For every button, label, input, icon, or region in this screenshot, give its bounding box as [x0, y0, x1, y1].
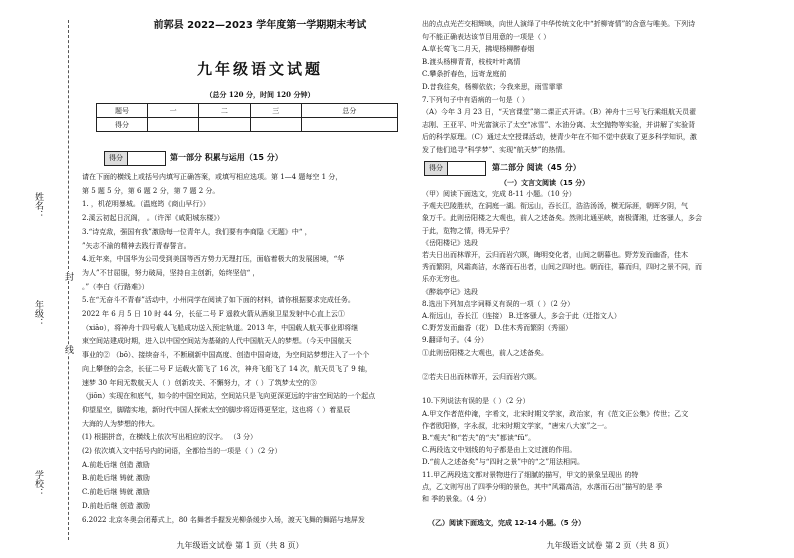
score-box-blank[interactable] — [448, 162, 485, 175]
text-line: 1. ，机花明暴城。（温庭筠《商山早行》） — [82, 200, 210, 209]
text-line: 10.下列说法有误的是（ ）（2 分） — [422, 397, 530, 406]
text-line: 于此，览物之情，得无异乎？ — [422, 226, 513, 235]
text-line: C.前赴后继 铸就 激励 — [82, 488, 150, 497]
text-line: 予观夫巴陵胜状，在洞庭一湖。衔远山，吞长江，浩浩汤汤，横无际涯，朝晖夕阴，气 — [422, 202, 688, 211]
part1-score-box — [104, 151, 166, 166]
text-line: 向上攀登的会念，长征二号 F 运载火箭飞了 16 次，神舟飞船飞了 14 次，航天员飞了 9 轴， — [82, 364, 372, 373]
part2-score-box — [424, 161, 486, 176]
right-column-text-a — [422, 20, 788, 154]
text-line: (2) 依次填入文中括号内的词语，全都恰当的一项是（ ）（2 分） — [82, 447, 282, 455]
text-line: ①此则岳阳楼之大观也，前人之述备矣。 — [422, 348, 548, 357]
class-label: 年级： — [33, 300, 43, 327]
text-line: A.前赴后继 创造 激励 — [82, 460, 150, 469]
text-line: A.甲文作者范仲淹，字希文，北宋时期文学家，政治家，有《范文正公集》传世；乙文 — [422, 409, 689, 418]
text-line: （jiōn）实现在和底气，如今的中国空间站，空间站只是飞向更深更远的宇宙空间站的一个起点 — [82, 392, 376, 401]
text-line: 志刚、王亚平、叶光富演示了太空“冰雪”、水油分离、太空抛物等实验，并讲解了实验背 — [422, 120, 696, 129]
score-box-blank[interactable] — [128, 152, 165, 165]
text-line: 乐亦无穷也。 — [422, 275, 464, 284]
text-line: A.衔远山，吞长江（连接） B.迁客骚人，多会于此（迁指文人） — [422, 312, 621, 320]
score-box-label: 得分 — [105, 152, 128, 165]
text-line: （甲）阅读下面选文，完成 8-11 小题。（10 分） — [422, 190, 576, 198]
text-line: （xiāo），将神舟十四号载人飞船成功送入预定轨道。2013 年，中国载人航天事业即将继 — [82, 323, 359, 332]
text-line: 若夫日出而林霏开，云归而岩穴暝，晦明变化者，山间之朝暮也。野芳发而幽香，佳木 — [422, 251, 688, 259]
paper-title: 九年级语文试题 — [196, 60, 323, 78]
text-line: B.渡头杨柳青青，枝枝叶叶离情 — [422, 57, 521, 66]
score-box-label: 得分 — [425, 162, 448, 175]
score-table-header: 一 — [148, 104, 199, 118]
text-line: 速梦 30 年间无数航天人（ ）创新攻关、不懈努力，才（ ）了筑梦太空的③ — [82, 378, 317, 387]
right-column-text-b — [422, 190, 788, 514]
text-line: 事业的② （bō）、接续奋斗，不断刷新中国高度、创造中国奇迹，为空间站梦想注入了一个个 — [82, 351, 370, 360]
text-line: C.野芳发而幽香（花） D.佳木秀而繁阴（秀丽） — [422, 324, 573, 333]
text-line: 请在下面的横线上或括号内填写正确答案，或填写相应选项。第 1—4 题每空 1 分， — [82, 173, 343, 181]
text-line: 象万千。此则岳阳楼之大观也，前人之述备矣。然则北通巫峡，南极潇湘，迁客骚人，多会 — [422, 214, 702, 223]
score-table-header: 总分 — [301, 104, 397, 118]
text-line: 《岳阳楼记》选段 — [422, 238, 478, 247]
left-column-text — [82, 173, 412, 533]
part2-sub1: （一）文言文阅读（15 分） — [500, 179, 590, 187]
footer-right: 九年级语文试卷 第 2 页（共 8 页） — [546, 541, 674, 550]
text-line: 5.在“无奋斗不青春”活动中，小州同学在阅读了如下面的材料，请你根据要求完成任务。 — [82, 296, 355, 305]
score-table-header: 题号 — [97, 104, 148, 118]
exam-title: 前郭县 2022—2023 学年度第一学期期末考试 — [153, 20, 367, 31]
footer-left: 九年级语文试卷 第 1 页（共 8 页） — [176, 541, 304, 550]
score-table-header: 二 — [199, 104, 250, 118]
name-label: 姓名： — [33, 192, 43, 219]
text-line: 7.下列句子中有语病的一句是（ ） — [422, 95, 529, 104]
text-line: 仰望星空，脚踏实地，新时代中国人探索太空的脚步将迈得更坚定，这也将（ ）着星辰 — [82, 405, 351, 414]
text-line: (1) 根据拼音，在横线上依次写出相应的汉字。 （3 分） — [82, 433, 258, 442]
text-line: 发了他们追寻“科学梦”、实现“航天梦”的热情。 — [422, 146, 570, 154]
part2-sub2: （乙）阅读下面选文，完成 12-14 小题。（5 分） — [428, 519, 586, 527]
text-line: 点，乙文则写出了四季分明的景色，其中“风霜高洁，水落而石出”描写的是 季 — [422, 482, 663, 491]
text-line: 9.翻译句子。（4 分） — [422, 336, 488, 345]
text-line: 第 5 题 5 分，第 6 题 2 分，第 7 题 2 分。 — [82, 186, 220, 195]
text-line: 后的科学原理。（C）通过太空授课活动，使青少年在不知不觉中获取了更多科学知识，激 — [422, 133, 697, 142]
text-line: 2.溪云初起日沉阁， 。（许浑《咸阳城东楼》） — [82, 214, 224, 223]
text-line: 句不能正确表达该节目用意的一项是（ ） — [422, 32, 551, 41]
seal-char: 封 — [63, 272, 73, 281]
text-line: C.两段选文中划线的句子都是由上文过渡的作用。 — [422, 446, 577, 455]
text-line: B.前赴后继 铸就 激励 — [82, 474, 150, 483]
text-line: 11.甲乙两段选文都对景物进行了细腻的描写，甲文的景象呈现出 的特 — [422, 470, 639, 479]
score-cell[interactable] — [301, 118, 397, 132]
text-line: 为人”不甘屈服，努力破局，坚持自主创新，始终坚信“ ， — [82, 268, 260, 277]
score-info: （总分 120 分，时间 120 分钟） — [205, 90, 315, 99]
text-line: 束空间站建成时期，进入以中国空间站为基础的人代中国航天人的梦想。（今天中国航天 — [82, 337, 352, 346]
line-char: 线 — [63, 345, 73, 354]
text-line: 8.选出下列加点字词释义有误的一项（ ）（2 分） — [422, 299, 575, 308]
text-line: 2022 年 6 月 5 日 10 时 44 分，长征二号 F 遥救火箭从酒泉卫星发射中心直上云① — [82, 310, 345, 318]
text-line: 4.近年来，中国华为公司受到美国等西方势力无理打压，面临着极大的发展困境，“华 — [82, 255, 345, 264]
part1-title: 第一部分 积累与运用（15 分） — [170, 153, 283, 162]
score-table-header: 三 — [250, 104, 301, 118]
text-line: 和 季的景象。（4 分） — [422, 495, 491, 503]
text-line: D.昔我往矣，杨柳依依；今我来思，雨雪霏霏 — [422, 83, 563, 91]
text-line: ”矢志不渝的精神去践行青春誓言。 — [82, 241, 191, 250]
part2-title: 第二部分 阅读（45 分） — [492, 163, 581, 172]
text-line: 。”（李白《行路难》） — [82, 282, 149, 291]
text-line: B.“观夫”和“若夫”的“夫”都读“fū”。 — [422, 434, 536, 442]
text-line: D.前赴后继 创造 激励 — [82, 501, 151, 510]
text-line: 作者欧阳修，字永叔，北宋时期文学家，“唐宋八大家”之一。 — [422, 421, 612, 430]
score-cell[interactable] — [148, 118, 199, 132]
text-line: 出的点点光芒交相辉映，向世人演绎了中华传统文化中“折柳寄情”的含意与唯美。下列诗 — [422, 20, 696, 28]
text-line: （A）今年 3 月 23 日，“天宫课堂”第二课正式开讲。（B）神舟十三号飞行乘组航天员翟 — [422, 108, 697, 117]
text-line: A.草长莺飞二月天，拂堤杨柳醉春烟 — [422, 45, 535, 54]
score-cell[interactable] — [250, 118, 301, 132]
school-label: 学校： — [33, 470, 43, 497]
text-line: D.“前人之述备矣”与“四时之景”中的“之”用法相同。 — [422, 458, 585, 467]
text-line: ②若夫日出而林霏开，云归而岩穴暝。 — [422, 373, 541, 381]
text-line: 3.“诗克敌，强国有我”激励每一位青年人，我们要有李商隐《无题》中“ ， — [82, 227, 312, 236]
text-line: 大海的人为梦想的伟大。 — [82, 419, 159, 428]
score-table — [96, 103, 398, 132]
score-cell[interactable] — [199, 118, 250, 132]
text-line: 6.2022 北京冬奥会闭幕式上，80 名舞者手握发光柳条缓步入场，渡天飞舞的舞蹈与地屏发 — [82, 515, 365, 524]
text-line: 秀而繁阴，风霜高洁，水落而石出者，山间之四时也。朝而往，暮而归，四时之景不同，而 — [422, 263, 702, 272]
text-line: 《醉翁亭记》选段 — [422, 287, 478, 296]
score-table-label: 得分 — [97, 118, 148, 132]
text-line: C.攀条折春色，远寄龙庭前 — [422, 70, 507, 79]
